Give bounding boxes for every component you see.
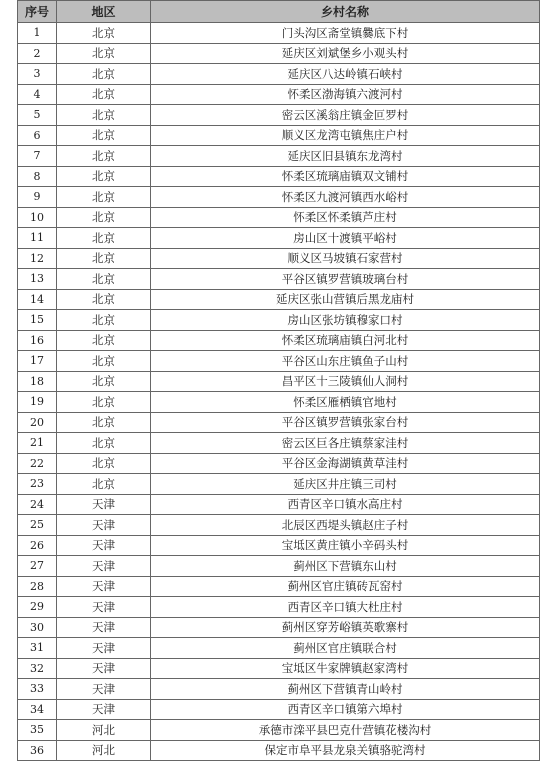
row-region-cell: 北京 <box>57 146 151 167</box>
table-row <box>18 699 540 720</box>
row-index-cell: 14 <box>18 289 57 310</box>
row-region-cell: 北京 <box>57 371 151 392</box>
table-row <box>18 556 540 577</box>
row-village-cell: 密云区溪翁庄镇金叵罗村 <box>151 105 540 126</box>
row-region-cell: 北京 <box>57 453 151 474</box>
row-village-cell: 宝坻区黄庄镇小辛码头村 <box>151 535 540 556</box>
row-region-cell: 北京 <box>57 412 151 433</box>
row-region-cell: 天津 <box>57 638 151 659</box>
table-row <box>18 310 540 331</box>
table-row <box>18 351 540 372</box>
row-village-cell: 怀柔区雁栖镇官地村 <box>151 392 540 413</box>
table-row <box>18 412 540 433</box>
table-row <box>18 23 540 44</box>
table-row <box>18 289 540 310</box>
table-row <box>18 125 540 146</box>
row-village-cell: 平谷区山东庄镇鱼子山村 <box>151 351 540 372</box>
row-village-cell: 顺义区马坡镇石家营村 <box>151 248 540 269</box>
table-row <box>18 679 540 700</box>
row-village-cell: 宝坻区牛家牌镇赵家湾村 <box>151 658 540 679</box>
row-village-cell: 平谷区镇罗营镇张家台村 <box>151 412 540 433</box>
row-region-cell: 天津 <box>57 679 151 700</box>
row-region-cell: 北京 <box>57 207 151 228</box>
row-region-cell: 天津 <box>57 699 151 720</box>
table-row <box>18 658 540 679</box>
row-village-cell: 平谷区镇罗营镇玻璃台村 <box>151 269 540 290</box>
row-index-cell: 12 <box>18 248 57 269</box>
row-region-cell: 河北 <box>57 740 151 761</box>
row-index-cell: 28 <box>18 576 57 597</box>
row-region-cell: 北京 <box>57 84 151 105</box>
row-index-cell: 27 <box>18 556 57 577</box>
table-row <box>18 474 540 495</box>
row-region-cell: 河北 <box>57 720 151 741</box>
row-village-cell: 蓟州区下营镇青山岭村 <box>151 679 540 700</box>
table-row <box>18 84 540 105</box>
row-village-cell: 怀柔区怀柔镇芦庄村 <box>151 207 540 228</box>
row-region-cell: 北京 <box>57 248 151 269</box>
row-region-cell: 天津 <box>57 576 151 597</box>
row-index-cell: 36 <box>18 740 57 761</box>
row-village-cell: 西青区辛口镇水高庄村 <box>151 494 540 515</box>
table-row <box>18 453 540 474</box>
row-village-cell: 西青区辛口镇大杜庄村 <box>151 597 540 618</box>
table-row <box>18 720 540 741</box>
table-row <box>18 535 540 556</box>
row-index-cell: 22 <box>18 453 57 474</box>
row-village-cell: 蓟州区穿芳峪镇英歌寨村 <box>151 617 540 638</box>
row-village-cell: 北辰区西堤头镇赵庄子村 <box>151 515 540 536</box>
row-village-cell: 怀柔区渤海镇六渡河村 <box>151 84 540 105</box>
table-row <box>18 371 540 392</box>
row-village-cell: 保定市阜平县龙泉关镇骆驼湾村 <box>151 740 540 761</box>
row-village-cell: 房山区十渡镇平峪村 <box>151 228 540 249</box>
table-row <box>18 64 540 85</box>
row-village-cell: 蓟州区官庄镇砖瓦窑村 <box>151 576 540 597</box>
row-region-cell: 天津 <box>57 617 151 638</box>
row-index-cell: 18 <box>18 371 57 392</box>
row-region-cell: 北京 <box>57 166 151 187</box>
row-village-cell: 蓟州区下营镇东山村 <box>151 556 540 577</box>
table-row <box>18 269 540 290</box>
row-region-cell: 北京 <box>57 330 151 351</box>
row-village-cell: 房山区张坊镇穆家口村 <box>151 310 540 331</box>
row-index-cell: 5 <box>18 105 57 126</box>
table-body <box>18 23 540 761</box>
table-row <box>18 166 540 187</box>
row-index-cell: 6 <box>18 125 57 146</box>
row-index-cell: 2 <box>18 43 57 64</box>
row-index-cell: 31 <box>18 638 57 659</box>
row-index-cell: 15 <box>18 310 57 331</box>
row-village-cell: 平谷区金海湖镇黄草洼村 <box>151 453 540 474</box>
row-region-cell: 北京 <box>57 228 151 249</box>
row-index-cell: 10 <box>18 207 57 228</box>
row-region-cell: 北京 <box>57 64 151 85</box>
row-index-cell: 23 <box>18 474 57 495</box>
table-row <box>18 638 540 659</box>
row-village-cell: 怀柔区琉璃庙镇双文铺村 <box>151 166 540 187</box>
row-index-cell: 30 <box>18 617 57 638</box>
table-header-row <box>18 1 540 23</box>
row-village-cell: 门头沟区斋堂镇爨底下村 <box>151 23 540 44</box>
row-region-cell: 北京 <box>57 187 151 208</box>
row-index-cell: 21 <box>18 433 57 454</box>
row-index-cell: 19 <box>18 392 57 413</box>
row-village-cell: 延庆区旧县镇东龙湾村 <box>151 146 540 167</box>
table-row <box>18 597 540 618</box>
row-village-cell: 密云区巨各庄镇蔡家洼村 <box>151 433 540 454</box>
row-index-cell: 13 <box>18 269 57 290</box>
row-region-cell: 北京 <box>57 474 151 495</box>
table-row <box>18 740 540 761</box>
row-region-cell: 北京 <box>57 23 151 44</box>
row-region-cell: 天津 <box>57 535 151 556</box>
row-index-cell: 7 <box>18 146 57 167</box>
header-village-name: 乡村名称 <box>151 1 540 23</box>
row-village-cell: 顺义区龙湾屯镇焦庄户村 <box>151 125 540 146</box>
row-index-cell: 20 <box>18 412 57 433</box>
table-row <box>18 228 540 249</box>
table-row <box>18 392 540 413</box>
row-region-cell: 北京 <box>57 433 151 454</box>
row-region-cell: 天津 <box>57 556 151 577</box>
row-index-cell: 26 <box>18 535 57 556</box>
row-village-cell: 蓟州区官庄镇联合村 <box>151 638 540 659</box>
row-village-cell: 西青区辛口镇第六埠村 <box>151 699 540 720</box>
row-index-cell: 9 <box>18 187 57 208</box>
table-row <box>18 187 540 208</box>
row-index-cell: 35 <box>18 720 57 741</box>
row-village-cell: 延庆区八达岭镇石峡村 <box>151 64 540 85</box>
row-village-cell: 延庆区张山营镇后黑龙庙村 <box>151 289 540 310</box>
row-region-cell: 北京 <box>57 125 151 146</box>
table-row <box>18 330 540 351</box>
village-table <box>17 0 540 761</box>
row-region-cell: 北京 <box>57 392 151 413</box>
row-index-cell: 3 <box>18 64 57 85</box>
table-row <box>18 43 540 64</box>
table-row <box>18 105 540 126</box>
row-region-cell: 北京 <box>57 351 151 372</box>
row-region-cell: 北京 <box>57 310 151 331</box>
row-index-cell: 25 <box>18 515 57 536</box>
table-row <box>18 433 540 454</box>
row-index-cell: 34 <box>18 699 57 720</box>
table-row <box>18 494 540 515</box>
row-index-cell: 8 <box>18 166 57 187</box>
table-row <box>18 146 540 167</box>
row-region-cell: 北京 <box>57 269 151 290</box>
row-village-cell: 延庆区井庄镇三司村 <box>151 474 540 495</box>
row-region-cell: 天津 <box>57 597 151 618</box>
row-region-cell: 北京 <box>57 43 151 64</box>
table-row <box>18 207 540 228</box>
row-village-cell: 昌平区十三陵镇仙人洞村 <box>151 371 540 392</box>
table-row <box>18 248 540 269</box>
row-index-cell: 33 <box>18 679 57 700</box>
row-village-cell: 承德市滦平县巴克什营镇花楼沟村 <box>151 720 540 741</box>
row-index-cell: 24 <box>18 494 57 515</box>
row-region-cell: 天津 <box>57 494 151 515</box>
table-row <box>18 617 540 638</box>
row-index-cell: 29 <box>18 597 57 618</box>
row-region-cell: 天津 <box>57 515 151 536</box>
row-index-cell: 32 <box>18 658 57 679</box>
row-village-cell: 延庆区刘斌堡乡小观头村 <box>151 43 540 64</box>
table-row <box>18 515 540 536</box>
row-village-cell: 怀柔区琉璃庙镇白河北村 <box>151 330 540 351</box>
row-region-cell: 北京 <box>57 105 151 126</box>
table-row <box>18 576 540 597</box>
header-index: 序号 <box>18 1 57 23</box>
row-index-cell: 17 <box>18 351 57 372</box>
row-region-cell: 天津 <box>57 658 151 679</box>
row-index-cell: 16 <box>18 330 57 351</box>
row-region-cell: 北京 <box>57 289 151 310</box>
row-index-cell: 4 <box>18 84 57 105</box>
header-region: 地区 <box>57 1 151 23</box>
row-index-cell: 11 <box>18 228 57 249</box>
row-village-cell: 怀柔区九渡河镇西水峪村 <box>151 187 540 208</box>
row-index-cell: 1 <box>18 23 57 44</box>
